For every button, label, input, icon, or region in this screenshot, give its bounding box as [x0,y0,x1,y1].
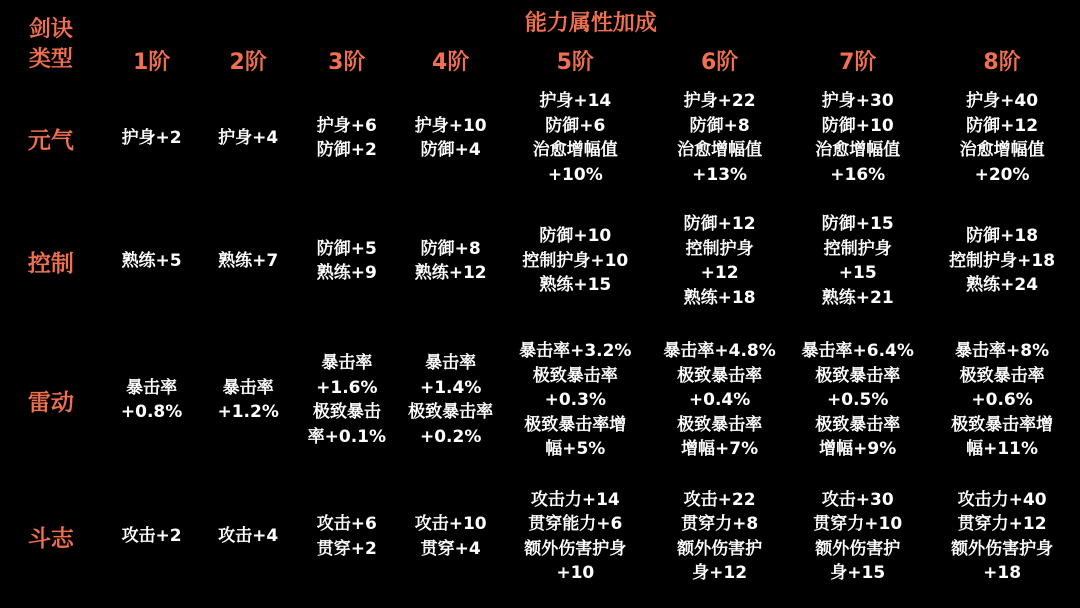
tier-header-6: 6阶 [700,49,739,75]
bonus-cell-tier-6 [648,324,791,478]
bonus-line: 攻击力+14 [530,489,620,510]
bonus-line: +0.3% [544,390,606,411]
bonus-line: 身+15 [830,563,886,584]
corner-label-line-1: 剑诀 [28,17,73,42]
bonus-line: 极致暴击率增 [524,414,627,435]
bonus-line: 贯穿+2 [316,538,377,559]
bonus-line: 极致暴击 [312,402,381,423]
bonus-cell-tier-7 [791,199,924,324]
bonus-line: +0.6% [971,390,1033,411]
bonus-line: 贯穿力+12 [957,514,1047,535]
bonus-line: 熟练+7 [218,250,279,271]
bonus-cell-tier-3 [295,324,399,478]
bonus-line: 防御+10 [539,226,612,247]
bonus-cell-tier-5 [503,324,648,478]
bonus-line: 控制护身+18 [949,250,1056,271]
bonus-line: 极致暴击率 [408,402,494,423]
bonus-line: +12 [700,263,739,284]
bonus-line: 率+0.1% [307,426,387,447]
bonus-line: +1.2% [217,402,279,423]
bonus-line: 护身+40 [966,91,1039,112]
bonus-line: +0.2% [419,426,482,447]
bonus-cell-tier-4 [399,477,503,596]
bonus-cell-tier-5 [503,199,648,324]
bonus-cell-tier-6 [648,199,791,324]
bonus-line: +16% [830,164,886,185]
bonus-line: 防御+12 [683,214,756,235]
tier-header-8: 8阶 [983,49,1021,75]
bonus-line: 幅+5% [545,439,606,460]
bonus-line: 攻击+10 [414,514,487,535]
bonus-line: 暴击率+8% [955,341,1050,362]
bonus-line: +18 [983,563,1022,584]
tier-header-3: 3阶 [328,49,366,75]
bonus-line: 极致暴击率 [815,414,901,435]
bonus-line: 防御+18 [966,226,1039,247]
bonus-line: 熟练+24 [966,275,1039,296]
bonus-line: +1.4% [419,377,482,398]
bonus-cell-tier-8 [924,324,1080,478]
bonus-line: 贯穿+4 [420,538,481,559]
bonus-line: 暴击率 [222,377,274,398]
bonus-line: 增幅+9% [819,439,897,460]
tier-header-7: 7阶 [839,49,877,75]
bonus-line: 额外伤害护身 [524,538,627,559]
bonus-cell-tier-8 [924,199,1080,324]
bonus-line: +20% [974,164,1030,185]
bonus-cell-tier-5 [503,78,648,199]
bonus-line: 额外伤害护 [677,538,763,559]
bonus-line: 额外伤害护身 [951,538,1054,559]
bonus-cell-tier-3 [295,199,399,324]
tier-header-2: 2阶 [229,49,267,75]
bonus-line: +15 [838,263,877,284]
bonus-cell-tier-1 [102,199,202,324]
bonus-line: 熟练+21 [821,287,894,308]
table-row-yuanqi [0,78,1080,199]
bonus-line: 暴击率 [126,377,178,398]
group-title: 能力属性加成 [524,10,657,36]
bonus-line: 护身+6 [316,115,377,136]
bonus-cell-tier-4 [399,199,503,324]
bonus-line: 防御+8 [420,238,481,259]
bonus-line: 贯穿能力+6 [528,514,623,535]
bonus-line: 防御+8 [689,115,750,136]
bonus-line: 治愈增幅值 [815,140,901,161]
bonus-line: 暴击率+6.4% [801,341,914,362]
bonus-line: 控制护身+10 [522,250,629,271]
bonus-line: 治愈增幅值 [532,140,618,161]
bonus-cell-tier-8 [924,78,1080,199]
bonus-line: 护身+2 [121,128,182,149]
bonus-line: +0.8% [120,402,183,423]
bonus-line: 暴击率 [425,353,477,374]
bonus-line: 贯穿力+8 [681,514,759,535]
bonus-line: 防御+4 [420,140,481,161]
bonus-cell-tier-2 [201,199,294,324]
bonus-line: 防御+5 [316,238,377,259]
bonus-cell-tier-4 [399,78,503,199]
bonus-line: +10% [547,164,603,185]
bonus-line: 熟练+12 [414,263,487,284]
bonus-line: +1.6% [316,377,378,398]
table-body [0,78,1080,596]
bonus-line: 攻击力+40 [957,489,1047,510]
bonus-line: 极致暴击率 [532,365,618,386]
bonus-cell-tier-8 [924,477,1080,596]
tier-header-5: 5阶 [556,49,594,75]
bonus-line: 贯穿力+10 [813,514,903,535]
bonus-line: 攻击+6 [316,514,377,535]
bonus-line: 增幅+7% [681,439,759,460]
row-type-label: 元气 [27,127,74,154]
bonus-line: 暴击率 [321,353,373,374]
bonus-line: 攻击+22 [683,489,756,510]
bonus-line: 防御+12 [966,115,1039,136]
table-row-douzhi [0,477,1080,596]
bonus-line: 极致暴击率增 [951,414,1054,435]
row-type-label: 控制 [27,250,74,277]
bonus-line: 极致暴击率 [959,365,1045,386]
bonus-line: 熟练+9 [316,263,377,284]
bonus-cell-tier-7 [791,477,924,596]
bonus-line: 护身+14 [539,91,612,112]
bonus-line: 治愈增幅值 [959,140,1045,161]
bonus-line: 控制护身 [823,238,892,259]
bonus-cell-tier-2 [201,477,294,596]
bonus-cell-tier-1 [102,78,202,199]
bonus-line: 攻击+2 [121,526,182,547]
bonus-line: 防御+15 [821,214,894,235]
corner-label-line-2: 类型 [28,47,73,72]
corner-header [0,0,102,78]
bonus-line: 熟练+5 [121,250,182,271]
bonus-cell-tier-3 [295,477,399,596]
bonus-line: 幅+11% [966,439,1039,460]
tier-header-1: 1阶 [132,49,171,75]
bonus-line: 防御+6 [545,115,606,136]
table-row-kongzhi [0,199,1080,324]
bonus-line: 暴击率+3.2% [519,341,632,362]
bonus-cell-tier-7 [791,78,924,199]
header-row-group [0,0,1080,42]
bonus-line: +10 [556,563,595,584]
header-row-tiers [0,42,1080,78]
bonus-line: 极致暴击率 [815,365,901,386]
bonus-line: 极致暴击率 [677,365,763,386]
row-type-label: 雷动 [27,389,74,416]
bonus-cell-tier-1 [102,324,202,478]
bonus-line: +13% [692,164,748,185]
bonus-cell-tier-3 [295,78,399,199]
row-type-label: 斗志 [27,526,74,553]
bonus-cell-tier-4 [399,324,503,478]
bonus-line: 攻击+4 [218,526,279,547]
bonus-cell-tier-2 [201,78,294,199]
bonus-line: 暴击率+4.8% [663,341,776,362]
bonus-cell-tier-1 [102,477,202,596]
bonus-line: 防御+10 [821,115,894,136]
table-row-leidong [0,324,1080,478]
bonus-line: 控制护身 [685,238,754,259]
bonus-line: 攻击+30 [821,489,894,510]
bonus-line: 护身+30 [821,91,894,112]
bonus-line: 防御+2 [316,140,377,161]
bonus-line: 护身+22 [683,91,756,112]
bonus-line: +0.4% [688,390,751,411]
bonus-line: 熟练+18 [683,287,756,308]
bonus-cell-tier-6 [648,78,791,199]
bonus-cell-tier-2 [201,324,294,478]
bonus-line: 极致暴击率 [677,414,763,435]
tier-header-4: 4阶 [432,49,470,75]
bonus-line: 护身+10 [414,115,487,136]
bonus-cell-tier-7 [791,324,924,478]
bonus-line: 治愈增幅值 [677,140,763,161]
bonus-line: +0.5% [827,390,889,411]
bonus-line: 护身+4 [218,128,279,149]
bonus-line: 熟练+15 [539,275,612,296]
bonus-cell-tier-5 [503,477,648,596]
bonus-line: 身+12 [692,563,748,584]
bonus-line: 额外伤害护 [815,538,901,559]
bonus-cell-tier-6 [648,477,791,596]
